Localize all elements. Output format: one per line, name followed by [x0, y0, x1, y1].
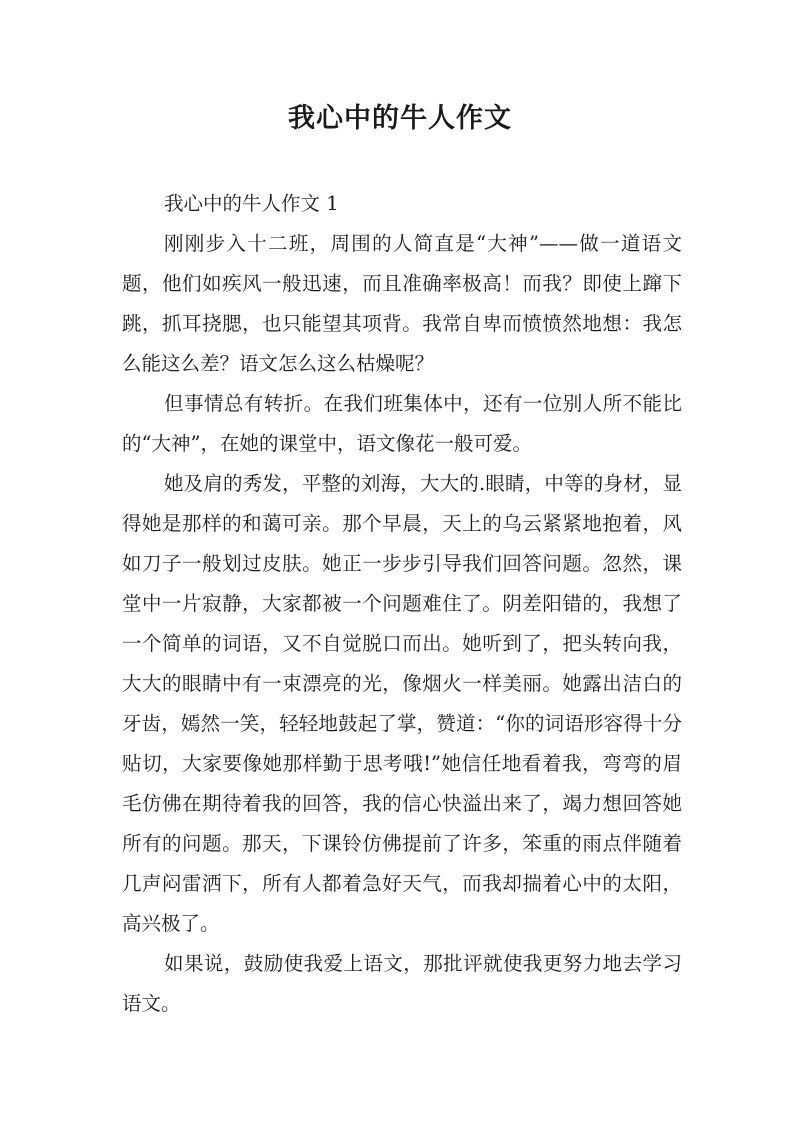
- document-body: [122, 184, 682, 1024]
- document-title: 我心中的牛人作文: [288, 103, 512, 134]
- paragraph-2: 但事情总有转折。在我们班集体中，还有一位别人所不能比的“大神”，在她的课堂中，语文像花一般可爱。: [122, 392, 682, 455]
- paragraph-4: 如果说，鼓励使我爱上语文，那批评就使我更努力地去学习语文。: [122, 952, 682, 1015]
- essay-subtitle: 我心中的牛人作文 1: [164, 192, 339, 215]
- paragraph-1: 刚刚步入十二班，周围的人简直是“大神”——做一道语文题，他们如疾风一般迅速，而且准确率极高！而我？即使上蹿下跳，抓耳挠腮，也只能望其项背。我常自卑而愤愤然地想：我怎么能这么差？语文怎么这么枯燥呢？: [122, 232, 682, 375]
- paragraph-3: 她及肩的秀发，平整的刘海，大大的.眼睛，中等的身材，显得她是那样的和蔼可亲。那个早晨，天上的乌云紧紧地抱着，风如刀子一般划过皮肤。她正一步步引导我们回答问题。忽然，课堂中一片寂静，大家都被一个问题难住了。阴差阳错的，我想了一个简单的词语，又不自觉脱口而出。她听到了，把头转向我，大大的眼睛中有一束漂亮的光，像烟火一样美丽。她露出洁白的牙齿，嫣然一笑，轻轻地鼓起了掌，赞道：“你的词语形容得十分贴切，大家要像她那样勤于思考哦!”她信任地看着我，弯弯的眉毛仿佛在期待着我的回答，我的信心快溢出来了，竭力想回答她所有的问题。那天，下课铃仿佛提前了许多，笨重的雨点伴随着几声闷雷洒下，所有人都着急好天气，而我却揣着心中的太阳，高兴极了。: [122, 472, 682, 935]
